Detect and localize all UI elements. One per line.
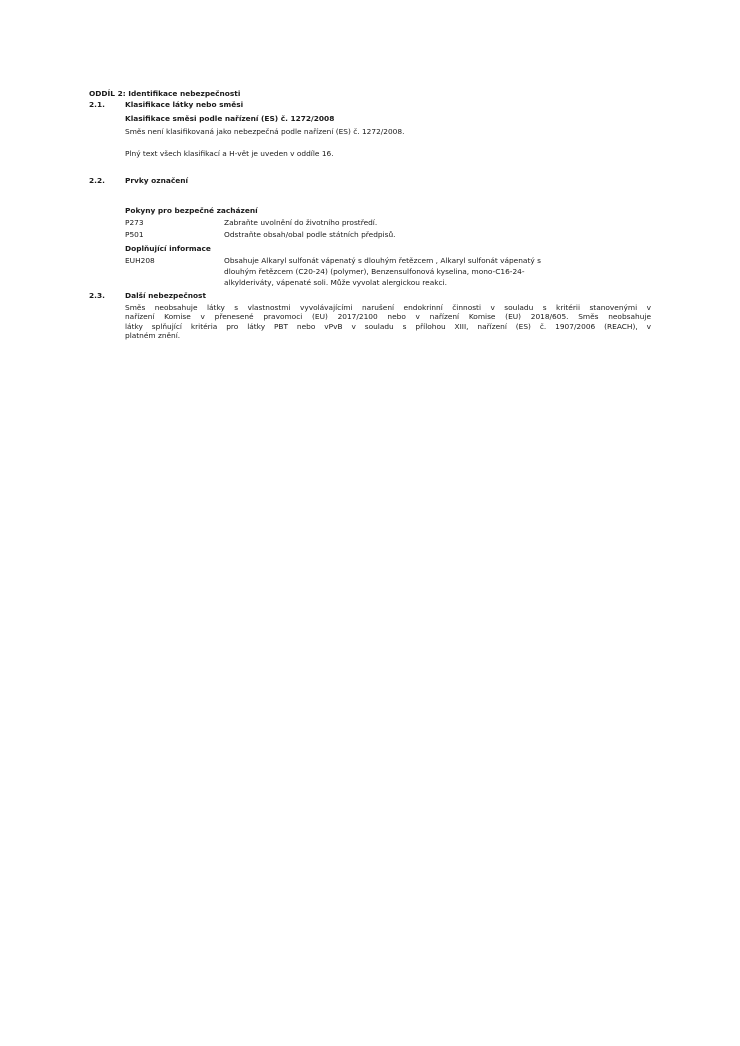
section-2-1-number: 2.1.: [89, 100, 105, 109]
section-2-2-number: 2.2.: [89, 176, 105, 185]
hazard-paragraph: [125, 303, 651, 341]
supplementary-line: Obsahuje Alkaryl sulfonát vápenatý s dlouhým řetězcem , Alkaryl sulfonát vápenatý s: [224, 256, 541, 265]
classification-subheading: Klasifikace směsi podle nařízení (ES) č. 1272/2008: [125, 114, 335, 123]
section-2-1-heading: Klasifikace látky nebo směsi: [125, 100, 244, 109]
supplementary-line: dlouhým řetězcem (C20-24) (polymer), Benzensulfonová kyselina, mono-C16-24-: [224, 267, 525, 276]
hazard-line: Směs neobsahuje látky s vlastnostmi vyvolávajícími narušení endokrinní činnosti v souladu s kritérii stanovenými v: [125, 303, 651, 312]
precautions-heading: Pokyny pro bezpečné zacházení: [125, 206, 258, 215]
section-2-3-heading: Další nebezpečnost: [125, 291, 206, 300]
supplementary-heading: Doplňující informace: [125, 244, 211, 253]
supplementary-code: EUH208: [125, 256, 155, 265]
precaution-code: P273: [125, 218, 144, 227]
hazard-line: platném znění.: [125, 331, 181, 341]
full-text-note: Plný text všech klasifikací a H-vět je uveden v oddíle 16.: [125, 149, 334, 158]
classification-text: Směs není klasifikovaná jako nebezpečná podle nařízení (ES) č. 1272/2008.: [125, 127, 405, 136]
hazard-line: nařízení Komise v přenesené pravomoci (EU) 2017/2100 nebo v nařízení Komise (EU) 2018/605. Směs neobsahuje: [125, 312, 651, 322]
precaution-text: Odstraňte obsah/obal podle státních předpisů.: [224, 230, 396, 239]
section-2-3-number: 2.3.: [89, 291, 105, 300]
section-2-2-heading: Prvky označení: [125, 176, 189, 185]
precaution-code: P501: [125, 230, 144, 239]
supplementary-line: alkylderiváty, vápenaté soli. Může vyvolat alergickou reakci.: [224, 278, 447, 287]
precaution-text: Zabraňte uvolnění do životního prostředí.: [224, 218, 378, 227]
section-title: ODDÍL 2: Identifikace nebezpečnosti: [89, 89, 241, 98]
hazard-line: látky splňující kritéria pro látky PBT nebo vPvB v souladu s přílohou XIII, nařízení (ES) č. 1907/2006 (REACH), v: [125, 321, 651, 331]
